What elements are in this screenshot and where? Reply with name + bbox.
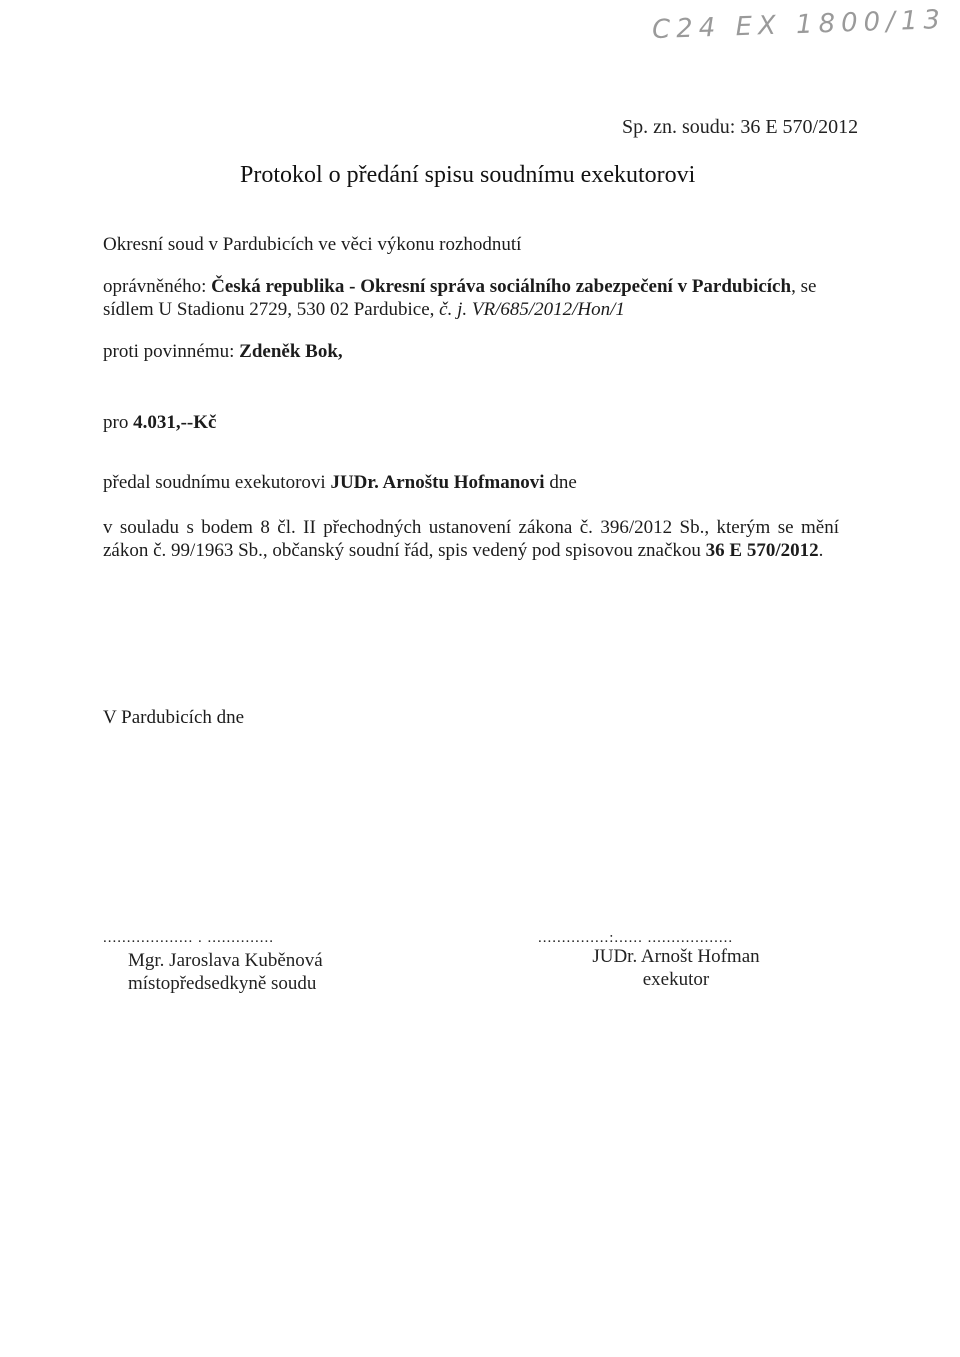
signatory-name-left: Mgr. Jaroslava Kuběnová (128, 950, 323, 971)
debtor-name: Zdeněk Bok, (239, 341, 343, 362)
document-title: Protokol o předání spisu soudnímu exekutorovi (240, 162, 696, 188)
handed-line (103, 471, 577, 494)
place-date: V Pardubicích dne (103, 707, 245, 728)
amount-line (103, 411, 216, 434)
legal-text: v souladu s bodem 8 čl. II přechodných ustanovení zákona č. 396/2012 Sb., kterým se mění zákon č. 99/1963 Sb., občanský soudní řád, spis vedený pod spisovou značkou (103, 517, 839, 561)
amount-value: 4.031,--Kč (133, 412, 217, 433)
signature-line-left: ................... . .............. (103, 930, 274, 946)
legal-file-number: 36 E 570/2012 (705, 540, 819, 561)
creditor-address: , se sídlem U Stadionu 2729, 530 02 Pardubice, (103, 276, 817, 320)
legal-paragraph (103, 516, 839, 562)
signature-line-right: ...............:...... .................. (538, 930, 734, 946)
signatory-name-right: JUDr. Arnošt Hofman (592, 946, 760, 967)
creditor-reference: č. j. VR/685/2012/Hon/1 (439, 299, 625, 320)
creditor-name: Česká republika - Okresní správa sociálního zabezpečení v Pardubicích (211, 276, 792, 297)
amount-prefix: pro (103, 412, 134, 433)
file-number: Sp. zn. soudu: 36 E 570/2012 (622, 116, 859, 138)
handed-suffix: dne (544, 472, 577, 493)
court-line: Okresní soud v Pardubicích ve věci výkonu rozhodnutí (103, 234, 522, 255)
debtor-line (103, 340, 343, 363)
handwritten-note: C24 EX 1800/13 (651, 4, 947, 46)
creditor-paragraph (103, 275, 833, 321)
legal-end: . (818, 540, 824, 561)
creditor-prefix: oprávněného: (103, 276, 212, 297)
signatory-role-right: exekutor (642, 969, 710, 990)
debtor-prefix: proti povinnému: (103, 341, 240, 362)
handed-prefix: předal soudnímu exekutorovi (103, 472, 331, 493)
signature-block-right (586, 945, 766, 991)
signature-block-left (128, 949, 323, 995)
signatory-role-left: místopředsedkyně soudu (128, 973, 317, 994)
executor-name: JUDr. Arnoštu Hofmanovi (330, 472, 545, 493)
